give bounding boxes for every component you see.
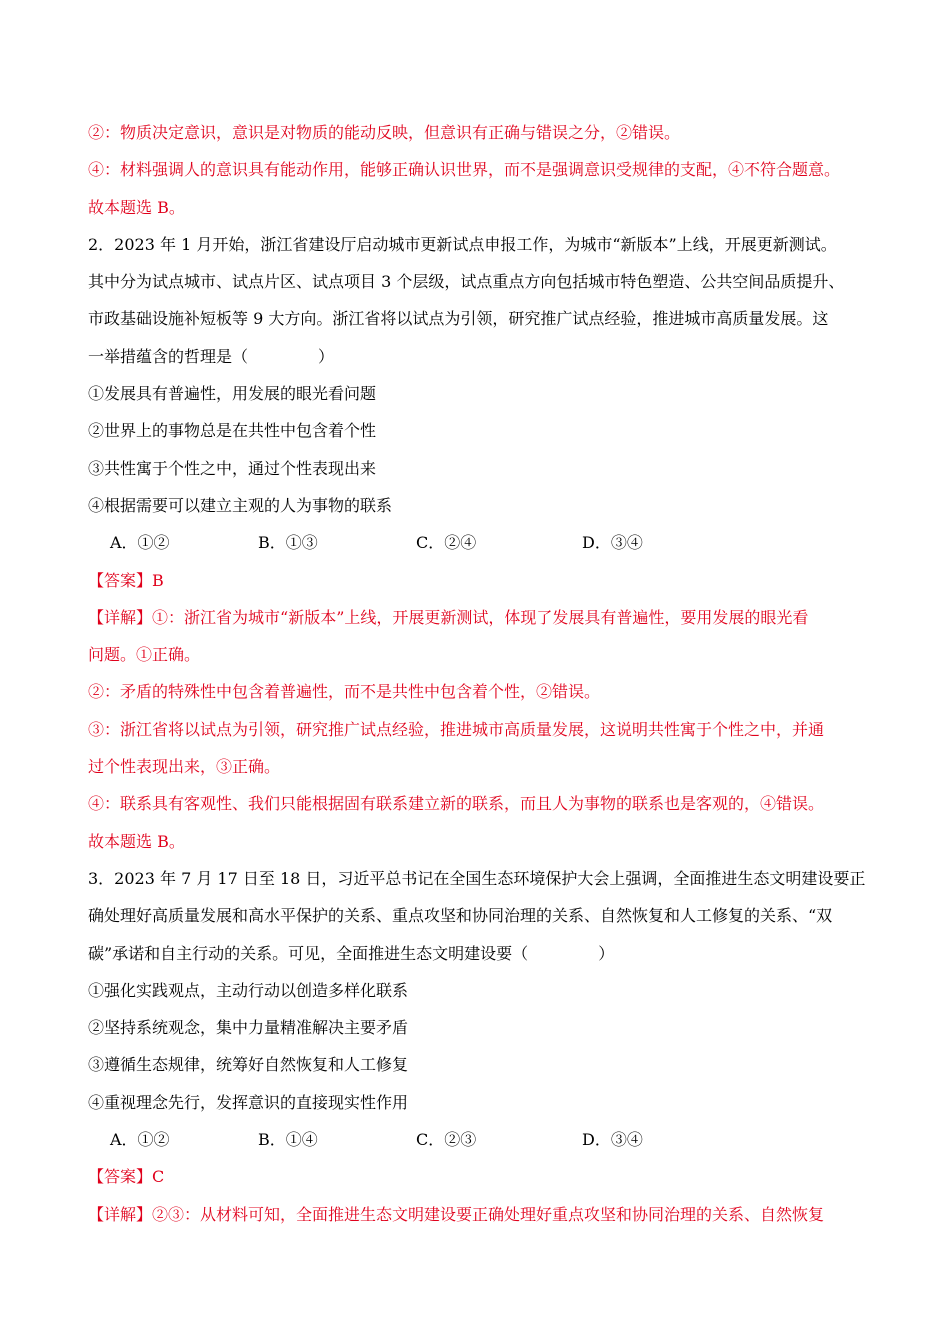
q2-statement-4: ④根据需要可以建立主观的人为事物的联系 bbox=[88, 495, 393, 515]
q1-conclusion: 故本题选 B。 bbox=[88, 197, 185, 217]
q2-stem-line-2: 其中分为试点城市、试点片区、试点项目 3 个层级，试点重点方向包括城市特色塑造、公共空间品质提升、 bbox=[88, 272, 845, 292]
q2-answer-value: B bbox=[152, 570, 164, 590]
q2-statement-3: ③共性寓于个性之中，通过个性表现出来 bbox=[88, 458, 377, 478]
q3-stem-line-1: 3．2023 年 7 月 17 日至 18 日，习近平总书记在全国生态环境保护大会上强调，全面推进生态文明建设要正 bbox=[88, 868, 866, 888]
q2-detail-line-4: ③：浙江省将以试点为引领，研究推广试点经验，推进城市高质量发展，这说明共性寓于个性之中，并通 bbox=[88, 719, 825, 739]
q3-stem-line-3 bbox=[88, 935, 878, 972]
q3-answer-label: 【答案】 bbox=[88, 1167, 153, 1187]
q3-statement-4: ④重视理念先行，发挥意识的直接现实性作用 bbox=[88, 1092, 409, 1112]
q2-answer bbox=[88, 562, 878, 599]
q2-detail-line-6: ④：联系具有客观性、我们只能根据固有联系建立新的联系，而且人为事物的联系也是客观的，④错误。 bbox=[88, 794, 825, 814]
q2-option-b: B．①③ bbox=[258, 533, 318, 553]
q3-statement-2: ②坚持系统观念，集中力量精准解决主要矛盾 bbox=[88, 1018, 409, 1038]
q3-answer bbox=[88, 1158, 878, 1195]
q3-option-b: B．①④ bbox=[258, 1130, 318, 1150]
q3-statement-1: ①强化实践观点，主动行动以创造多样化联系 bbox=[88, 980, 409, 1000]
q2-detail-line-2: 问题。①正确。 bbox=[88, 645, 201, 665]
q2-detail-line-5: 过个性表现出来，③正确。 bbox=[88, 757, 281, 777]
q3-detail-label: 【详解】 bbox=[88, 1204, 153, 1224]
q2-detail-line-1 bbox=[88, 599, 878, 636]
q2-stem-line-1: 2．2023 年 1 月开始，浙江省建设厅启动城市更新试点申报工作，为城市“新版本”上线，开展更新测试。 bbox=[88, 234, 837, 254]
q2-option-c: C．②④ bbox=[416, 533, 477, 553]
q2-options bbox=[88, 524, 878, 561]
q2-conclusion: 故本题选 B。 bbox=[88, 831, 185, 851]
q3-statement-3: ③遵循生态规律，统筹好自然恢复和人工修复 bbox=[88, 1055, 409, 1075]
q2-statement-1: ①发展具有普遍性，用发展的眼光看问题 bbox=[88, 384, 377, 404]
q2-stem-line-3: 市政基础设施补短板等 9 大方向。浙江省将以试点为引领，研究推广试点经验，推进城市高质量发展。这 bbox=[88, 309, 829, 329]
q3-detail-text: ②③：从材料可知，全面推进生态文明建设要正确处理好重点攻坚和协同治理的关系、自然恢复 bbox=[152, 1204, 825, 1224]
q1-detail-line-2: ②：物质决定意识，意识是对物质的能动反映，但意识有正确与错误之分，②错误。 bbox=[88, 123, 681, 142]
q3-stem-close: ） bbox=[598, 943, 615, 963]
q2-stem-close: ） bbox=[318, 346, 335, 366]
q3-stem-line-2: 确处理好高质量发展和高水平保护的关系、重点攻坚和协同治理的关系、自然恢复和人工修复的关系、“双 bbox=[88, 906, 833, 926]
q1-detail-line-4: ④：材料强调人的意识具有能动作用，能够正确认识世界，而不是强调意识受规律的支配，④不符合题意。 bbox=[88, 160, 841, 180]
q2-detail-line-3: ②：矛盾的特殊性中包含着普遍性，而不是共性中包含着个性，②错误。 bbox=[88, 682, 601, 702]
q3-stem-text: 碳”承诺和自主行动的关系。可见，全面推进生态文明建设要（ bbox=[88, 943, 529, 963]
q3-answer-value: C bbox=[152, 1167, 165, 1187]
q2-answer-label: 【答案】 bbox=[88, 570, 153, 590]
q2-stem-line-4 bbox=[88, 338, 878, 375]
q2-stem-text: 一举措蕴含的哲理是（ bbox=[88, 346, 249, 366]
q3-options bbox=[88, 1121, 878, 1158]
q2-option-d: D．③④ bbox=[582, 533, 643, 553]
document-page bbox=[88, 114, 878, 1233]
q3-option-c: C．②③ bbox=[416, 1130, 477, 1150]
q3-detail-line-1 bbox=[88, 1196, 878, 1233]
q2-detail-text: ①：浙江省为城市“新版本”上线，开展更新测试，体现了发展具有普遍性，要用发展的眼光看 bbox=[152, 607, 809, 627]
q3-option-a: A．①② bbox=[110, 1130, 170, 1150]
q2-option-a: A．①② bbox=[110, 533, 170, 553]
q3-option-d: D．③④ bbox=[582, 1130, 643, 1150]
q2-statement-2: ②世界上的事物总是在共性中包含着个性 bbox=[88, 421, 377, 441]
q2-detail-label: 【详解】 bbox=[88, 607, 153, 627]
